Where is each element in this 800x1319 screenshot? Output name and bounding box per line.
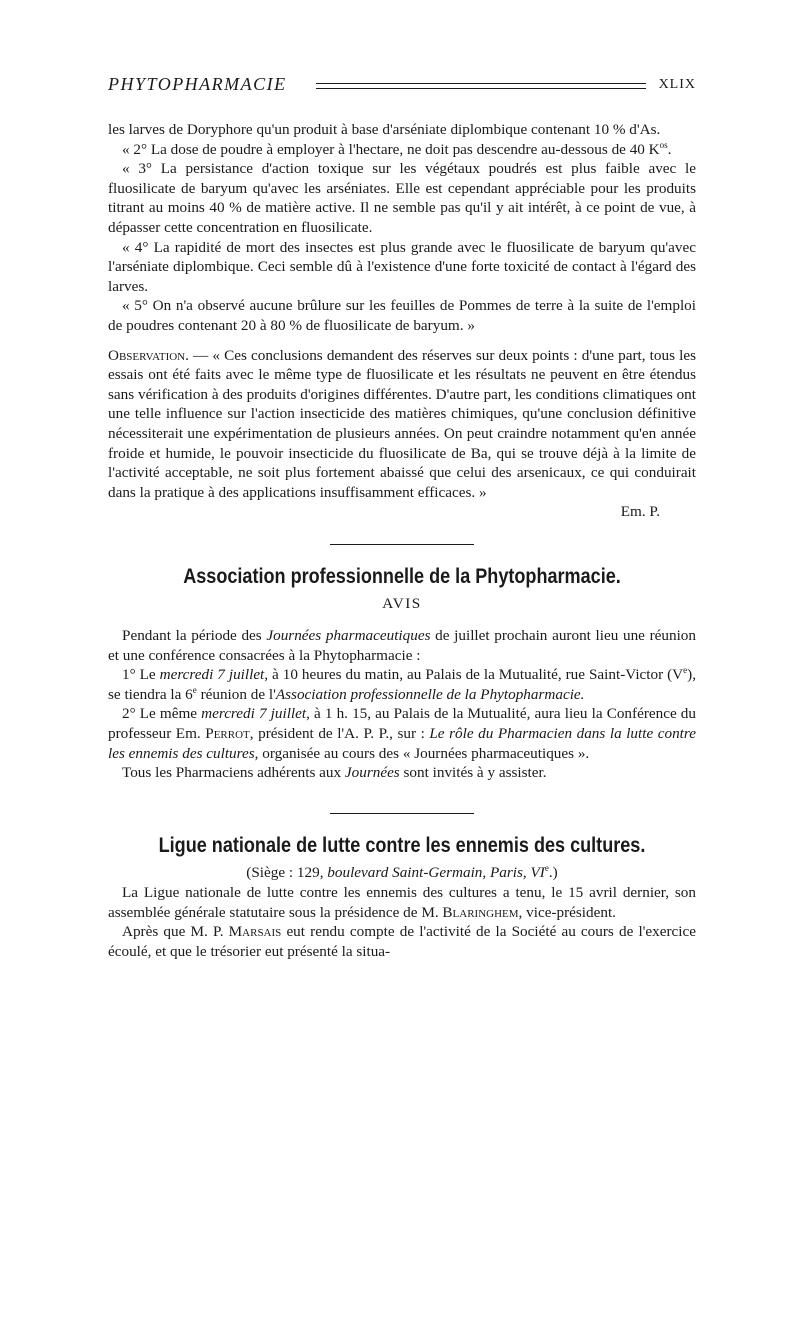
paragraph	[108, 883, 696, 922]
observation-label: Observation.	[108, 346, 189, 364]
small-caps-name: Blaringhem	[442, 903, 519, 921]
text: , président de l'A. P. P., sur :	[249, 725, 430, 743]
emphasis: boulevard Saint-Germain, Paris, VI	[327, 864, 545, 882]
text: 2° Le même	[122, 705, 202, 723]
text: Pendant la période des	[122, 627, 267, 645]
superscript: e	[192, 684, 197, 695]
small-caps-name: Perrot	[205, 725, 250, 743]
paragraph	[108, 626, 696, 665]
paragraph: « 3° La persistance d'action toxique sur les végétaux poudrés est plus faible avec le fluosilicate de baryum qu'avec les arséniates. Elle est cependant appréciable pour les produits titrant au moins 40 % de matière active. Il ne semble pas qu'il y ait intérêt, à ce point de vue, à dépasser cette concentration en fluosilicate.	[108, 160, 696, 236]
paragraph	[108, 763, 696, 783]
text: sont invités à y assister.	[399, 764, 547, 782]
section-divider	[330, 813, 474, 814]
text: (Siège : 129,	[246, 864, 328, 882]
running-title: PHYTOPHARMACIE	[108, 74, 287, 94]
superscript: os	[659, 139, 668, 150]
emphasis: Association professionnelle de la Phytopharmacie.	[275, 685, 585, 703]
emphasis: Le rôle du Pharmacien dans la lutte contre les ennemis des cultures	[108, 725, 696, 762]
text: , à 10 heures du matin, au Palais de la Mutualité, rue Saint-Victor (V	[264, 666, 684, 684]
text: de juillet prochain auront lieu une réunion et une conférence consacrées à la Phytopharmacie :	[108, 627, 696, 664]
text: Tous les Pharmaciens adhérents aux	[122, 764, 345, 782]
superscript: e	[683, 665, 688, 676]
text: « 2° La dose de poudre à employer à l'hectare, ne doit pas descendre au-dessous de 40 K	[122, 140, 660, 158]
emphasis: mercredi 7 juillet	[201, 705, 307, 723]
emphasis: Journées	[344, 764, 400, 782]
section-title: Association professionnelle de la Phytopharmacie.	[183, 564, 621, 588]
paragraph	[108, 140, 696, 160]
page-header	[108, 74, 696, 98]
text: , organisée au cours des « Journées pharmaceutiques ».	[254, 744, 590, 762]
text: Après que M. P.	[122, 923, 229, 941]
paragraph	[108, 704, 696, 763]
text: ), se tiendra la 6	[108, 666, 696, 703]
observation-text: — « Ces conclusions demandent des réserves sur deux points : d'une part, tous les essais ont été faits avec le même type de fluosilicate et les résultats ne peuvent en être étendus sans vérification à des produits d'origines différentes. D'autre part, les conditions climatiques ont une telle influence sur l'action insecticide des matières chimiques, qu'une conclusion définitive nécessiterait une expérimentation de plusieurs années. On peut craindre notamment qu'en année froide et humide, le pouvoir insecticide du fluosilicate de Ba, qui se trouve déjà à la limite de l'activité acceptable, ne soit plus fortement abaissé que celui des arsenicaux, ce qui conduirait dans la pratique à des applications insuffisamment efficaces. »	[108, 346, 696, 501]
address-line	[108, 863, 696, 883]
emphasis: mercredi 7 juillet	[159, 666, 265, 684]
text: 1° Le	[122, 666, 160, 684]
section-title: Ligue nationale de lutte contre les ennemis des cultures.	[158, 833, 646, 857]
small-caps-name: Marsais	[228, 923, 282, 941]
page-number: XLIX	[658, 77, 696, 92]
emphasis: Journées pharmaceutiques	[266, 627, 431, 645]
signature: Em. P.	[620, 503, 660, 521]
text: , vice-président.	[518, 903, 616, 921]
paragraph	[108, 922, 696, 961]
notice-heading: AVIS	[382, 595, 422, 613]
paragraph: les larves de Doryphore qu'un produit à base d'arséniate diplombique contenant 10 % d'As.	[108, 121, 661, 138]
paragraph	[108, 665, 696, 704]
observation-paragraph	[108, 346, 696, 503]
paragraph: « 5° On n'a observé aucune brûlure sur les feuilles de Pommes de terre à la suite de l'emploi de poudres contenant 20 à 80 % de fluosilicate de baryum. »	[108, 297, 696, 334]
header-rule	[316, 83, 646, 84]
text: réunion de l'	[196, 685, 276, 703]
section-divider	[330, 544, 474, 545]
header-rule	[316, 88, 646, 89]
text: La Ligue nationale de lutte contre les ennemis des cultures a tenu, le 15 avril dernier, son assemblée générale statutaire sous la présidence de M.	[108, 884, 696, 921]
spacer	[108, 336, 696, 346]
text: eut rendu compte de l'activité de la Société au cours de l'exercice écoulé, et que le trésorier eut présenté la situa-	[108, 923, 696, 960]
text: .)	[548, 864, 558, 882]
paragraph: « 4° La rapidité de mort des insectes est plus grande avec le fluosilicate de baryum qu'avec l'arséniate diplombique. Ceci semble dû à l'existence d'une forte toxicité de contact à l'égard des larves.	[108, 238, 696, 295]
text: , à 1 h. 15, au Palais de la Mutualité, aura lieu la Conférence du professeur Em.	[108, 705, 696, 743]
page-body	[108, 120, 696, 961]
text: .	[667, 140, 672, 158]
superscript: e	[544, 863, 549, 874]
